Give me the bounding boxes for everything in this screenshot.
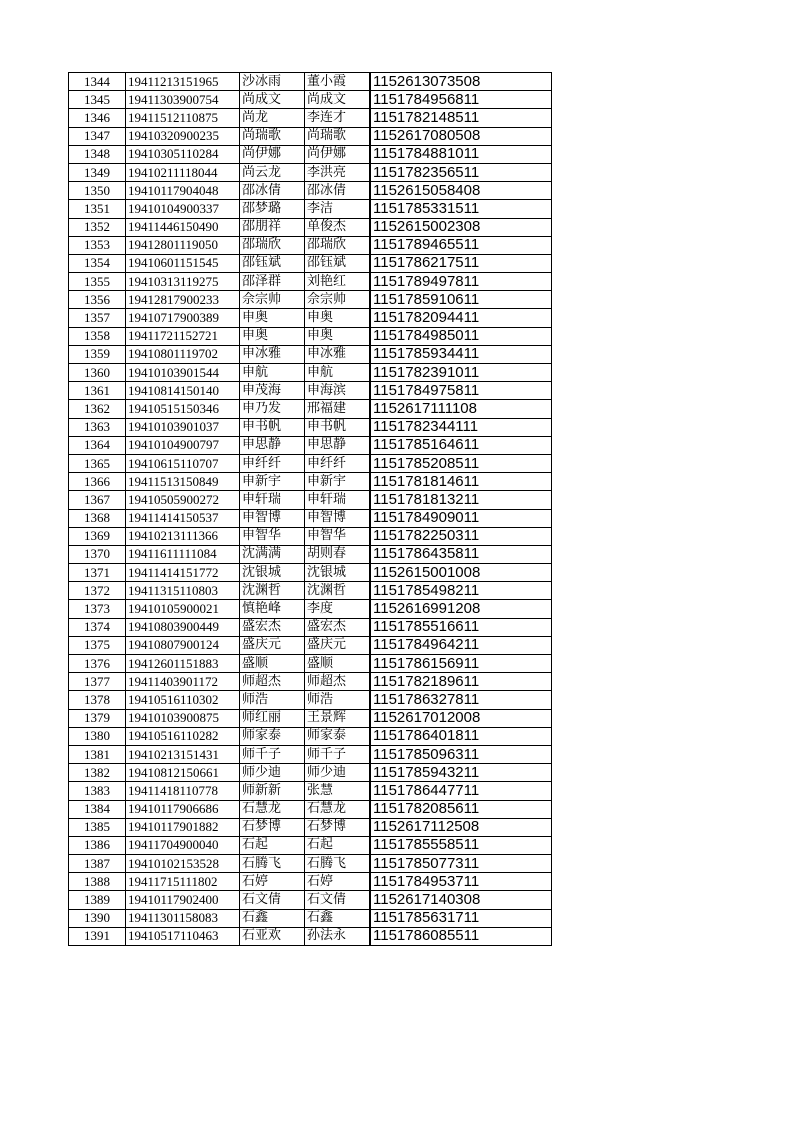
row-number-cell: 1383 <box>69 782 126 800</box>
row-number-cell: 1366 <box>69 473 126 491</box>
guardian-name-cell: 石梦博 <box>305 818 371 836</box>
guardian-name-cell: 刘艳红 <box>305 273 371 291</box>
row-number-cell: 1373 <box>69 600 126 618</box>
table-row <box>69 163 552 181</box>
data-table <box>68 72 552 946</box>
row-number-cell: 1348 <box>69 145 126 163</box>
name-cell: 石文倩 <box>240 891 305 909</box>
id-number-cell: 19411611111084 <box>126 545 240 563</box>
id-number-cell: 19411414150537 <box>126 509 240 527</box>
name-cell: 师新新 <box>240 782 305 800</box>
guardian-name-cell: 邵瑞欣 <box>305 236 371 254</box>
account-number-cell: 1151789465511 <box>370 236 552 254</box>
row-number-cell: 1386 <box>69 836 126 854</box>
name-cell: 申茂海 <box>240 382 305 400</box>
id-number-cell: 19410814150140 <box>126 382 240 400</box>
table-row <box>69 345 552 363</box>
table-body <box>69 73 552 946</box>
guardian-name-cell: 申奥 <box>305 309 371 327</box>
table-row <box>69 400 552 418</box>
name-cell: 尚成文 <box>240 91 305 109</box>
id-number-cell: 19411414151772 <box>126 564 240 582</box>
name-cell: 师红丽 <box>240 709 305 727</box>
account-number-cell: 1151782085611 <box>370 800 552 818</box>
guardian-name-cell: 王景辉 <box>305 709 371 727</box>
id-number-cell: 19410313119275 <box>126 273 240 291</box>
table-row <box>69 236 552 254</box>
row-number-cell: 1365 <box>69 454 126 472</box>
row-number-cell: 1369 <box>69 527 126 545</box>
name-cell: 邵泽群 <box>240 273 305 291</box>
row-number-cell: 1357 <box>69 309 126 327</box>
table-row <box>69 927 552 945</box>
account-number-cell: 1151782148511 <box>370 109 552 127</box>
account-number-cell: 1151784975811 <box>370 382 552 400</box>
table-row <box>69 782 552 800</box>
id-number-cell: 19410117901882 <box>126 818 240 836</box>
name-cell: 申思静 <box>240 436 305 454</box>
account-number-cell: 1152617112508 <box>370 818 552 836</box>
table-row <box>69 636 552 654</box>
row-number-cell: 1354 <box>69 254 126 272</box>
account-number-cell: 1151786435811 <box>370 545 552 563</box>
guardian-name-cell: 申轩瑞 <box>305 491 371 509</box>
id-number-cell: 19410615110707 <box>126 454 240 472</box>
name-cell: 师超杰 <box>240 673 305 691</box>
table-row <box>69 691 552 709</box>
account-number-cell: 1151786327811 <box>370 691 552 709</box>
guardian-name-cell: 石文倩 <box>305 891 371 909</box>
row-number-cell: 1355 <box>69 273 126 291</box>
table-row <box>69 873 552 891</box>
name-cell: 慎艳峰 <box>240 600 305 618</box>
table-row <box>69 91 552 109</box>
row-number-cell: 1356 <box>69 291 126 309</box>
table-row <box>69 545 552 563</box>
id-number-cell: 19410102153528 <box>126 855 240 873</box>
name-cell: 尚瑞歌 <box>240 127 305 145</box>
guardian-name-cell: 申思静 <box>305 436 371 454</box>
table-row <box>69 200 552 218</box>
id-number-cell: 19410601151545 <box>126 254 240 272</box>
name-cell: 申智博 <box>240 509 305 527</box>
id-number-cell: 19411512110875 <box>126 109 240 127</box>
guardian-name-cell: 申航 <box>305 364 371 382</box>
guardian-name-cell: 师超杰 <box>305 673 371 691</box>
account-number-cell: 1151785934411 <box>370 345 552 363</box>
table-row <box>69 800 552 818</box>
row-number-cell: 1362 <box>69 400 126 418</box>
account-number-cell: 1152616991208 <box>370 600 552 618</box>
table-row <box>69 709 552 727</box>
row-number-cell: 1377 <box>69 673 126 691</box>
id-number-cell: 19410117904048 <box>126 182 240 200</box>
name-cell: 尚龙 <box>240 109 305 127</box>
account-number-cell: 1151782391011 <box>370 364 552 382</box>
id-number-cell: 19410516110302 <box>126 691 240 709</box>
table-row <box>69 73 552 91</box>
account-number-cell: 1151784985011 <box>370 327 552 345</box>
account-number-cell: 1151785516611 <box>370 618 552 636</box>
id-number-cell: 19411301158083 <box>126 909 240 927</box>
table-row <box>69 618 552 636</box>
guardian-name-cell: 尚成文 <box>305 91 371 109</box>
guardian-name-cell: 李洁 <box>305 200 371 218</box>
row-number-cell: 1381 <box>69 745 126 763</box>
guardian-name-cell: 石婷 <box>305 873 371 891</box>
row-number-cell: 1389 <box>69 891 126 909</box>
table-row <box>69 364 552 382</box>
guardian-name-cell: 沈渊哲 <box>305 582 371 600</box>
id-number-cell: 19411704900040 <box>126 836 240 854</box>
row-number-cell: 1388 <box>69 873 126 891</box>
name-cell: 申轩瑞 <box>240 491 305 509</box>
account-number-cell: 1151789497811 <box>370 273 552 291</box>
account-number-cell: 1151785910611 <box>370 291 552 309</box>
name-cell: 邵冰倩 <box>240 182 305 200</box>
guardian-name-cell: 尚伊娜 <box>305 145 371 163</box>
name-cell: 师浩 <box>240 691 305 709</box>
id-number-cell: 19410803900449 <box>126 618 240 636</box>
account-number-cell: 1151781814611 <box>370 473 552 491</box>
row-number-cell: 1370 <box>69 545 126 563</box>
row-number-cell: 1344 <box>69 73 126 91</box>
table-row <box>69 273 552 291</box>
table-row <box>69 109 552 127</box>
id-number-cell: 19410515150346 <box>126 400 240 418</box>
row-number-cell: 1368 <box>69 509 126 527</box>
guardian-name-cell: 沈银城 <box>305 564 371 582</box>
id-number-cell: 19411715111802 <box>126 873 240 891</box>
account-number-cell: 1151785096311 <box>370 745 552 763</box>
id-number-cell: 19410213151431 <box>126 745 240 763</box>
guardian-name-cell: 尚瑞歌 <box>305 127 371 145</box>
table-row <box>69 527 552 545</box>
id-number-cell: 19410305110284 <box>126 145 240 163</box>
guardian-name-cell: 师浩 <box>305 691 371 709</box>
guardian-name-cell: 申奥 <box>305 327 371 345</box>
account-number-cell: 1152617140308 <box>370 891 552 909</box>
row-number-cell: 1374 <box>69 618 126 636</box>
table-row <box>69 836 552 854</box>
account-number-cell: 1151785164611 <box>370 436 552 454</box>
account-number-cell: 1152615058408 <box>370 182 552 200</box>
guardian-name-cell: 邵钰斌 <box>305 254 371 272</box>
id-number-cell: 19410812150661 <box>126 764 240 782</box>
table-row <box>69 891 552 909</box>
guardian-name-cell: 申海滨 <box>305 382 371 400</box>
row-number-cell: 1364 <box>69 436 126 454</box>
account-number-cell: 1151785943211 <box>370 764 552 782</box>
account-number-cell: 1151786447711 <box>370 782 552 800</box>
row-number-cell: 1372 <box>69 582 126 600</box>
guardian-name-cell: 申书帆 <box>305 418 371 436</box>
table-row <box>69 673 552 691</box>
guardian-name-cell: 李洪亮 <box>305 163 371 181</box>
name-cell: 师家泰 <box>240 727 305 745</box>
guardian-name-cell: 申冰雅 <box>305 345 371 363</box>
guardian-name-cell: 盛顺 <box>305 655 371 673</box>
name-cell: 盛庆元 <box>240 636 305 654</box>
row-number-cell: 1346 <box>69 109 126 127</box>
row-number-cell: 1361 <box>69 382 126 400</box>
account-number-cell: 1151786401811 <box>370 727 552 745</box>
row-number-cell: 1349 <box>69 163 126 181</box>
id-number-cell: 19410320900235 <box>126 127 240 145</box>
table-row <box>69 327 552 345</box>
row-number-cell: 1384 <box>69 800 126 818</box>
account-number-cell: 1152617111108 <box>370 400 552 418</box>
guardian-name-cell: 申智华 <box>305 527 371 545</box>
row-number-cell: 1376 <box>69 655 126 673</box>
id-number-cell: 19410104900337 <box>126 200 240 218</box>
id-number-cell: 19411721152721 <box>126 327 240 345</box>
account-number-cell: 1151786085511 <box>370 927 552 945</box>
table-row <box>69 218 552 236</box>
account-number-cell: 1151782094411 <box>370 309 552 327</box>
id-number-cell: 19411303900754 <box>126 91 240 109</box>
guardian-name-cell: 盛宏杰 <box>305 618 371 636</box>
account-number-cell: 1151786156911 <box>370 655 552 673</box>
id-number-cell: 19410104900797 <box>126 436 240 454</box>
name-cell: 申奥 <box>240 327 305 345</box>
name-cell: 邵梦璐 <box>240 200 305 218</box>
table-row <box>69 509 552 527</box>
id-number-cell: 19411446150490 <box>126 218 240 236</box>
table-row <box>69 309 552 327</box>
name-cell: 申乃发 <box>240 400 305 418</box>
name-cell: 石慧龙 <box>240 800 305 818</box>
account-number-cell: 1151785498211 <box>370 582 552 600</box>
name-cell: 邵瑞欣 <box>240 236 305 254</box>
guardian-name-cell: 单俊杰 <box>305 218 371 236</box>
account-number-cell: 1151785631711 <box>370 909 552 927</box>
row-number-cell: 1385 <box>69 818 126 836</box>
id-number-cell: 19411513150849 <box>126 473 240 491</box>
account-number-cell: 1151782250311 <box>370 527 552 545</box>
guardian-name-cell: 张慧 <box>305 782 371 800</box>
id-number-cell: 19412601151883 <box>126 655 240 673</box>
guardian-name-cell: 申智博 <box>305 509 371 527</box>
account-number-cell: 1151782189611 <box>370 673 552 691</box>
account-number-cell: 1151782344111 <box>370 418 552 436</box>
name-cell: 申航 <box>240 364 305 382</box>
table-row <box>69 909 552 927</box>
guardian-name-cell: 盛庆元 <box>305 636 371 654</box>
guardian-name-cell: 李度 <box>305 600 371 618</box>
table-row <box>69 727 552 745</box>
row-number-cell: 1352 <box>69 218 126 236</box>
account-number-cell: 1151784881011 <box>370 145 552 163</box>
guardian-name-cell: 胡则春 <box>305 545 371 563</box>
guardian-name-cell: 师家泰 <box>305 727 371 745</box>
id-number-cell: 19411403901172 <box>126 673 240 691</box>
id-number-cell: 19410103901544 <box>126 364 240 382</box>
table-row <box>69 436 552 454</box>
table-row <box>69 145 552 163</box>
row-number-cell: 1345 <box>69 91 126 109</box>
name-cell: 申冰雅 <box>240 345 305 363</box>
row-number-cell: 1371 <box>69 564 126 582</box>
account-number-cell: 1151782356511 <box>370 163 552 181</box>
account-number-cell: 1151785077311 <box>370 855 552 873</box>
name-cell: 沙冰雨 <box>240 73 305 91</box>
row-number-cell: 1363 <box>69 418 126 436</box>
guardian-name-cell: 申新宇 <box>305 473 371 491</box>
row-number-cell: 1359 <box>69 345 126 363</box>
name-cell: 佘宗帅 <box>240 291 305 309</box>
row-number-cell: 1360 <box>69 364 126 382</box>
id-number-cell: 19411315110803 <box>126 582 240 600</box>
table-row <box>69 582 552 600</box>
id-number-cell: 19410807900124 <box>126 636 240 654</box>
name-cell: 石鑫 <box>240 909 305 927</box>
account-number-cell: 1151785208511 <box>370 454 552 472</box>
name-cell: 师千子 <box>240 745 305 763</box>
account-number-cell: 1151781813211 <box>370 491 552 509</box>
id-number-cell: 19410103901037 <box>126 418 240 436</box>
table-row <box>69 655 552 673</box>
row-number-cell: 1380 <box>69 727 126 745</box>
name-cell: 沈渊哲 <box>240 582 305 600</box>
id-number-cell: 19410211118044 <box>126 163 240 181</box>
table-row <box>69 818 552 836</box>
table-row <box>69 764 552 782</box>
account-number-cell: 1152617080508 <box>370 127 552 145</box>
id-number-cell: 19410801119702 <box>126 345 240 363</box>
guardian-name-cell: 石起 <box>305 836 371 854</box>
id-number-cell: 19410517110463 <box>126 927 240 945</box>
name-cell: 师少迪 <box>240 764 305 782</box>
name-cell: 申新宇 <box>240 473 305 491</box>
account-number-cell: 1152613073508 <box>370 73 552 91</box>
guardian-name-cell: 邵冰倩 <box>305 182 371 200</box>
account-number-cell: 1151784964211 <box>370 636 552 654</box>
id-number-cell: 19410717900389 <box>126 309 240 327</box>
guardian-name-cell: 李连才 <box>305 109 371 127</box>
table-row <box>69 473 552 491</box>
table-row <box>69 600 552 618</box>
table-row <box>69 491 552 509</box>
table-row <box>69 418 552 436</box>
id-number-cell: 19412817900233 <box>126 291 240 309</box>
id-number-cell: 19410117906686 <box>126 800 240 818</box>
account-number-cell: 1151784909011 <box>370 509 552 527</box>
name-cell: 尚云龙 <box>240 163 305 181</box>
table-row <box>69 254 552 272</box>
guardian-name-cell: 石慧龙 <box>305 800 371 818</box>
row-number-cell: 1382 <box>69 764 126 782</box>
name-cell: 盛宏杰 <box>240 618 305 636</box>
name-cell: 石腾飞 <box>240 855 305 873</box>
name-cell: 邵钰斌 <box>240 254 305 272</box>
guardian-name-cell: 石腾飞 <box>305 855 371 873</box>
table-row <box>69 855 552 873</box>
name-cell: 石梦博 <box>240 818 305 836</box>
id-number-cell: 19410505900272 <box>126 491 240 509</box>
guardian-name-cell: 石鑫 <box>305 909 371 927</box>
account-number-cell: 1152615002308 <box>370 218 552 236</box>
table-row <box>69 182 552 200</box>
name-cell: 盛顺 <box>240 655 305 673</box>
row-number-cell: 1379 <box>69 709 126 727</box>
account-number-cell: 1151786217511 <box>370 254 552 272</box>
id-number-cell: 19412801119050 <box>126 236 240 254</box>
guardian-name-cell: 董小霞 <box>305 73 371 91</box>
row-number-cell: 1375 <box>69 636 126 654</box>
id-number-cell: 19410117902400 <box>126 891 240 909</box>
name-cell: 尚伊娜 <box>240 145 305 163</box>
row-number-cell: 1390 <box>69 909 126 927</box>
id-number-cell: 19411213151965 <box>126 73 240 91</box>
id-number-cell: 19411418110778 <box>126 782 240 800</box>
guardian-name-cell: 佘宗帅 <box>305 291 371 309</box>
name-cell: 邵朋祥 <box>240 218 305 236</box>
table-row <box>69 291 552 309</box>
row-number-cell: 1391 <box>69 927 126 945</box>
id-number-cell: 19410103900875 <box>126 709 240 727</box>
name-cell: 申智华 <box>240 527 305 545</box>
table-row <box>69 382 552 400</box>
name-cell: 沈满满 <box>240 545 305 563</box>
name-cell: 石起 <box>240 836 305 854</box>
id-number-cell: 19410516110282 <box>126 727 240 745</box>
table-row <box>69 564 552 582</box>
row-number-cell: 1378 <box>69 691 126 709</box>
row-number-cell: 1367 <box>69 491 126 509</box>
row-number-cell: 1350 <box>69 182 126 200</box>
guardian-name-cell: 师千子 <box>305 745 371 763</box>
guardian-name-cell: 师少迪 <box>305 764 371 782</box>
table-row <box>69 127 552 145</box>
id-number-cell: 19410213111366 <box>126 527 240 545</box>
row-number-cell: 1347 <box>69 127 126 145</box>
row-number-cell: 1358 <box>69 327 126 345</box>
guardian-name-cell: 申纤纤 <box>305 454 371 472</box>
account-number-cell: 1151784956811 <box>370 91 552 109</box>
row-number-cell: 1351 <box>69 200 126 218</box>
table-row <box>69 745 552 763</box>
name-cell: 申书帆 <box>240 418 305 436</box>
account-number-cell: 1152615001008 <box>370 564 552 582</box>
account-number-cell: 1152617012008 <box>370 709 552 727</box>
name-cell: 沈银城 <box>240 564 305 582</box>
account-number-cell: 1151784953711 <box>370 873 552 891</box>
name-cell: 石婷 <box>240 873 305 891</box>
row-number-cell: 1353 <box>69 236 126 254</box>
guardian-name-cell: 孙法永 <box>305 927 371 945</box>
account-number-cell: 1151785331511 <box>370 200 552 218</box>
id-number-cell: 19410105900021 <box>126 600 240 618</box>
name-cell: 申奥 <box>240 309 305 327</box>
guardian-name-cell: 邢福建 <box>305 400 371 418</box>
table-row <box>69 454 552 472</box>
account-number-cell: 1151785558511 <box>370 836 552 854</box>
name-cell: 申纤纤 <box>240 454 305 472</box>
name-cell: 石亚欢 <box>240 927 305 945</box>
row-number-cell: 1387 <box>69 855 126 873</box>
